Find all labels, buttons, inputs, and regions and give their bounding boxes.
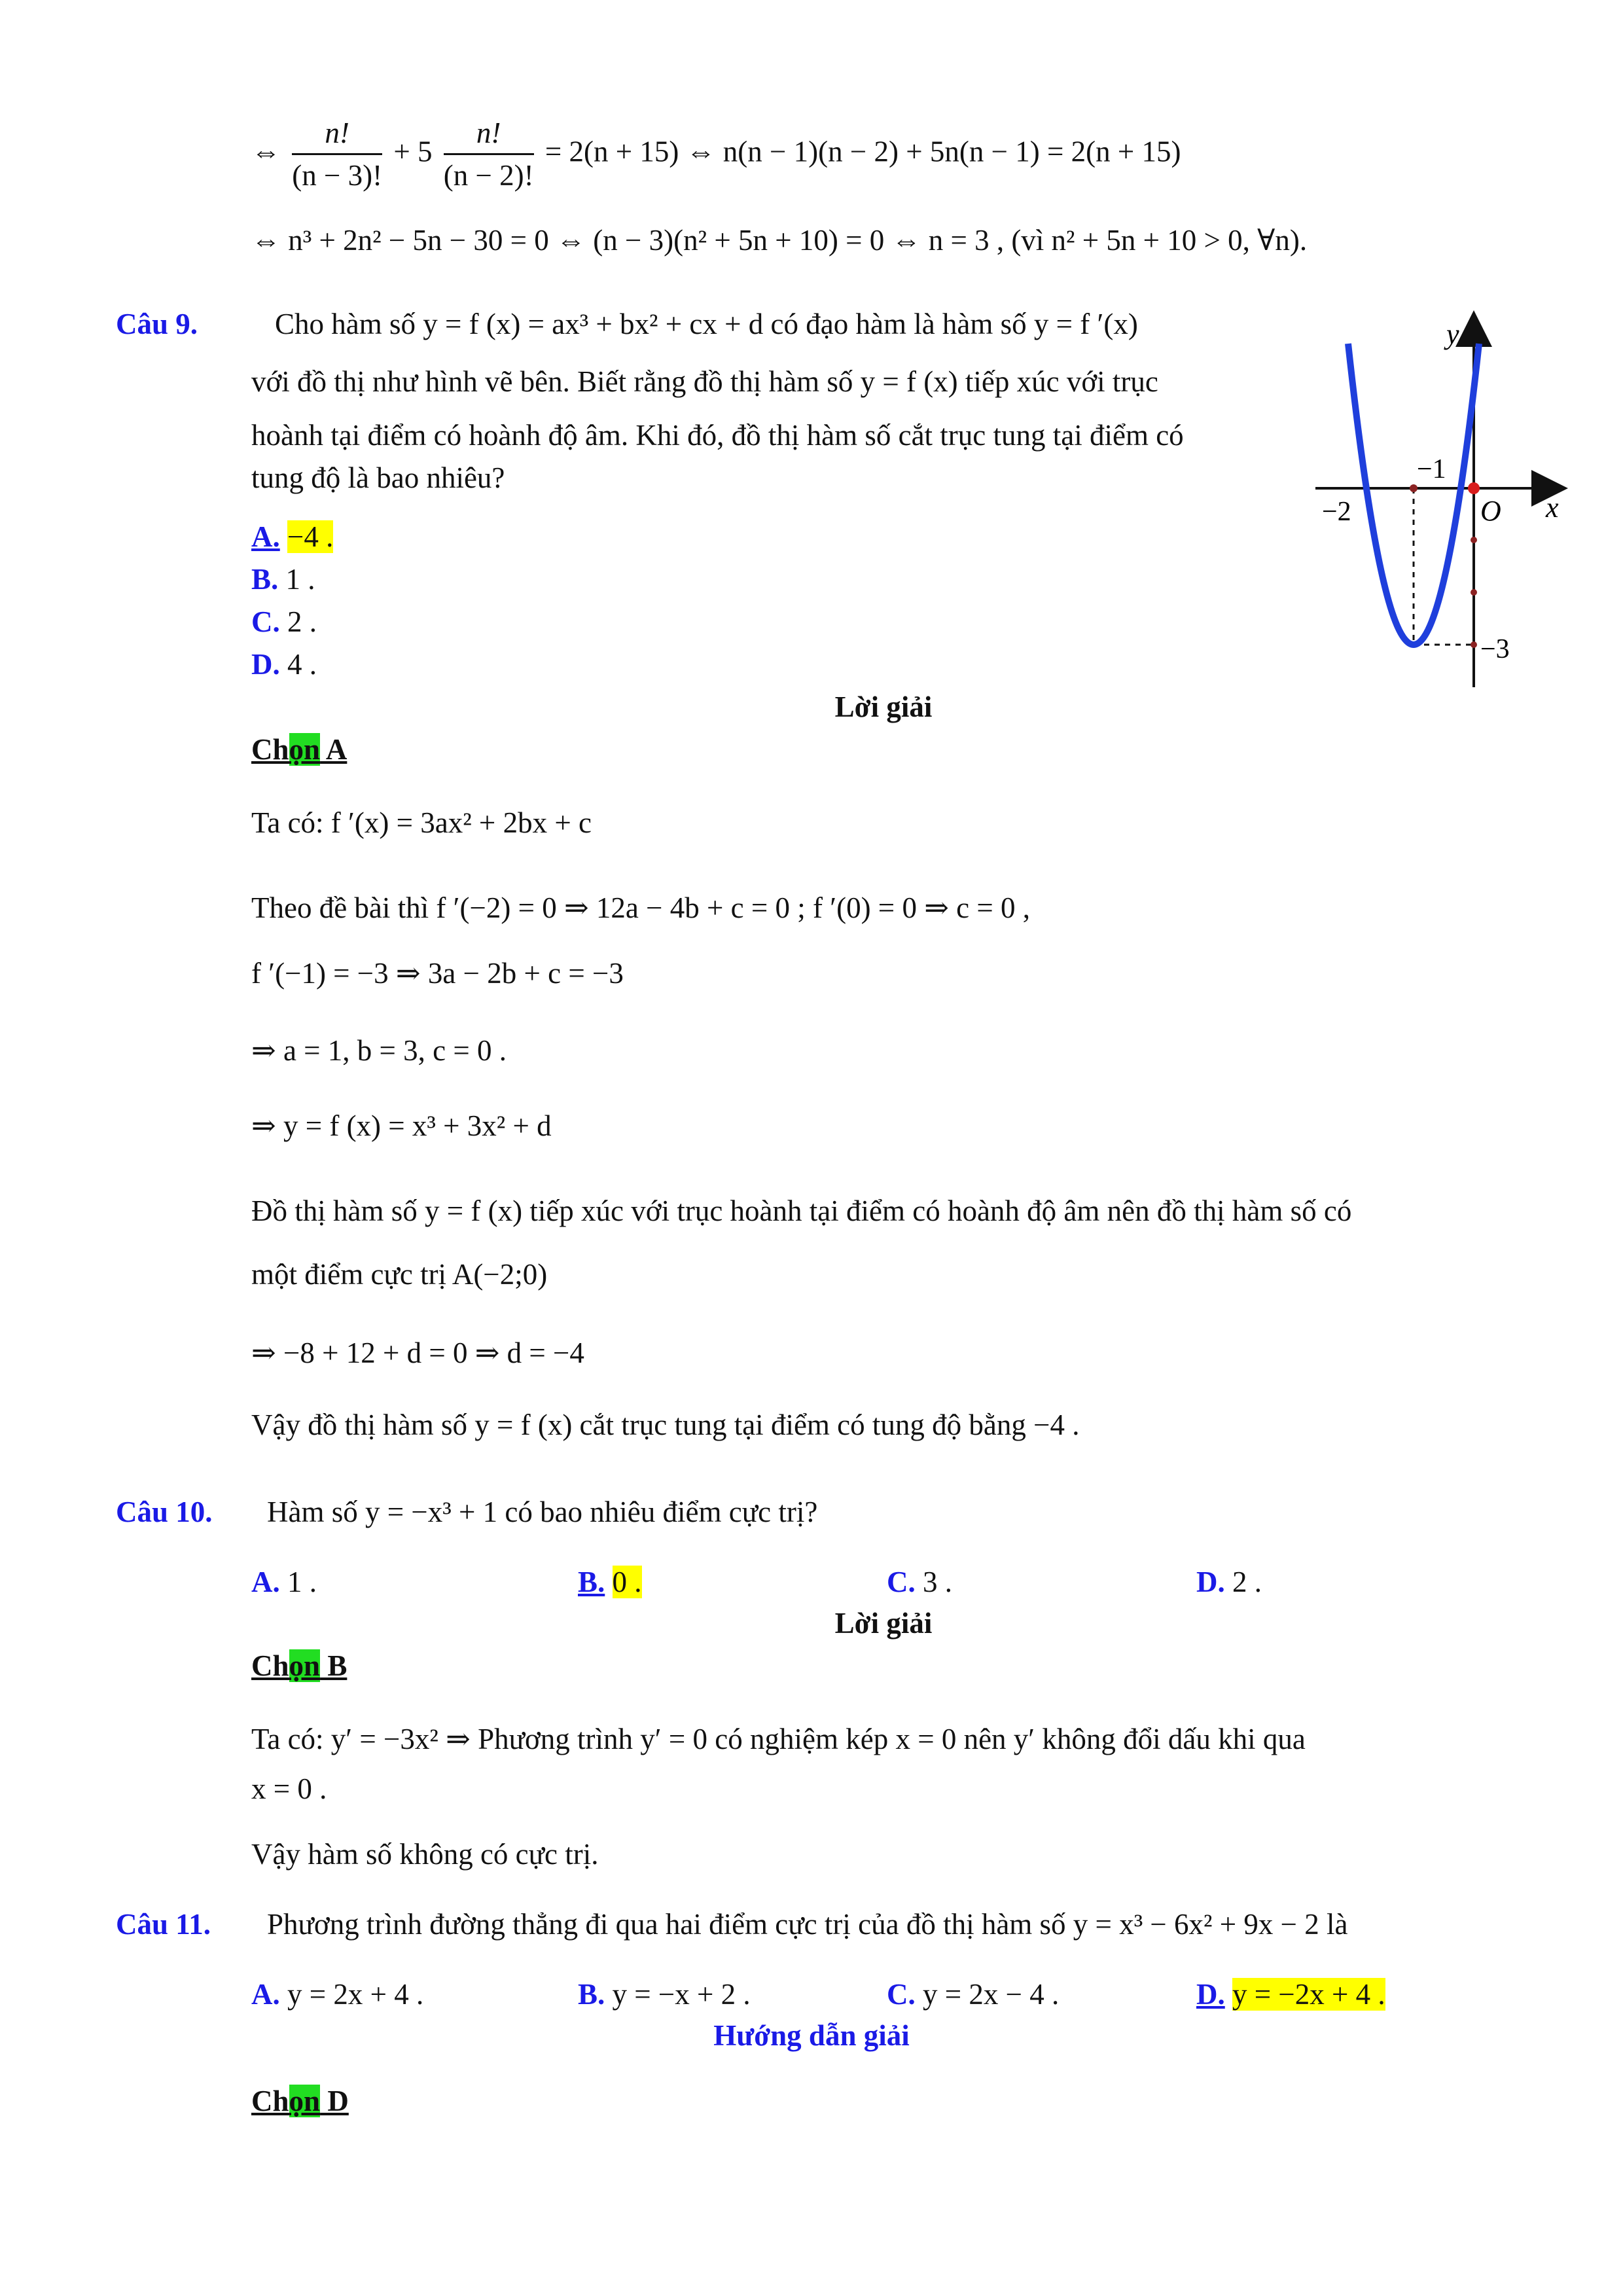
q9-step-5: ⇒ y = f (x) = x³ + 3x² + d [251,1109,552,1142]
fraction-1-denominator: (n − 3)! [292,158,383,192]
fraction-1 [292,117,382,193]
q9-text-line-4: tung độ là bao nhiêu? [251,461,505,494]
option-value: y = −x + 2 . [612,1978,751,2011]
label-neg1: −1 [1417,454,1446,484]
chosen-letter: B [320,1649,348,1682]
q11-option-b[interactable] [578,1978,751,2012]
chosen-highlight: ọn [289,2085,321,2117]
plus-five: + 5 [393,135,433,168]
option-letter: D. [1196,1978,1225,2011]
q9-option-d[interactable] [251,648,317,682]
q10-label: Câu 10. [116,1496,213,1528]
q9-option-b[interactable] [251,563,315,597]
option-value: 0 . [612,1566,642,1598]
origin-label: O [1480,495,1501,527]
q11-solution-title: Hướng dẫn giải [713,2019,910,2052]
option-letter: D. [251,648,280,681]
q10-chosen-answer [251,1649,347,1683]
tick-y-2 [1471,589,1477,596]
q10-option-d[interactable] [1196,1566,1262,1600]
q11-label: Câu 11. [116,1908,211,1941]
q10-step-1: Ta có: y′ = −3x² ⇒ Phương trình y′ = 0 có nghiệm kép x = 0 nên y′ không đổi dấu khi qua [251,1723,1306,1755]
q11-option-a[interactable] [251,1978,423,2012]
chosen-highlight: ọn [289,1649,321,1682]
tick-y-3 [1471,641,1477,648]
q10-option-b[interactable] [578,1566,642,1600]
chosen-letter: D [320,2085,349,2117]
x-axis-label: x [1546,492,1559,524]
q11-chosen-answer [251,2085,349,2119]
option-value: 4 . [287,648,317,681]
q9-text-line-3: hoành tại điểm có hoành độ âm. Khi đó, đồ thị hàm số cắt trục tung tại điểm có [251,419,1184,452]
y-axis-label: y [1446,318,1459,350]
q9-option-c[interactable] [251,605,317,639]
q9-step-1: Ta có: f ′(x) = 3ax² + 2bx + c [251,806,592,839]
q9-step-7: một điểm cực trị A(−2;0) [251,1258,548,1291]
chosen-letter: A [320,733,348,766]
equation-rest: = 2(n + 15) ⇔ n(n − 1)(n − 2) + 5n(n − 1) = 2(n + 15) [544,135,1181,168]
top-equation-line-1 [251,117,1181,193]
option-letter: B. [251,563,279,596]
option-letter: A. [251,520,280,553]
q9-solution-title: Lời giải [834,691,933,723]
q11-option-c[interactable] [887,1978,1059,2012]
q9-chosen-answer [251,733,347,767]
option-letter: A. [251,1978,280,2011]
q11-text: Phương trình đường thẳng đi qua hai điểm cực trị của đồ thị hàm số y = x³ − 6x² + 9x − 2 là [267,1908,1348,1941]
q9-step-8: ⇒ −8 + 12 + d = 0 ⇒ d = −4 [251,1336,584,1369]
option-letter: D. [1196,1566,1225,1598]
label-neg3: −3 [1480,634,1510,664]
option-value: 1 . [287,1566,317,1598]
fraction-2-denominator: (n − 2)! [443,158,534,192]
option-letter: A. [251,1566,280,1598]
q9-derivative-graph [1309,295,1571,694]
equiv-arrow: ⇔ [251,135,281,168]
option-letter: C. [887,1978,916,2011]
q9-step-3: f ′(−1) = −3 ⇒ 3a − 2b + c = −3 [251,957,624,990]
option-value: y = 2x + 4 . [287,1978,424,2011]
option-value: 1 . [285,563,315,596]
q10-text: Hàm số y = −x³ + 1 có bao nhiêu điểm cực trị? [267,1496,818,1528]
q9-step-2: Theo đề bài thì f ′(−2) = 0 ⇒ 12a − 4b + c = 0 ; f ′(0) = 0 ⇒ c = 0 , [251,891,1030,924]
option-letter: C. [251,605,280,638]
chosen-highlight: ọn [289,733,321,766]
q9-step-4: ⇒ a = 1, b = 3, c = 0 . [251,1034,507,1067]
fraction-2-numerator: n! [444,117,534,155]
option-letter: B. [578,1566,605,1598]
q9-step-9: Vậy đồ thị hàm số y = f (x) cắt trục tung tại điểm có tung độ bằng −4 . [251,1408,1080,1441]
option-letter: B. [578,1978,605,2011]
option-value: 3 . [923,1566,952,1598]
option-value: −4 . [287,520,334,553]
option-letter: C. [887,1566,916,1598]
q10-option-a[interactable] [251,1566,317,1600]
chosen-prefix: Ch [251,733,289,766]
q10-solution-title: Lời giải [834,1607,933,1640]
chosen-prefix: Ch [251,2085,289,2117]
point-neg1-zero [1410,484,1418,492]
q9-option-a[interactable] [251,520,333,554]
chosen-prefix: Ch [251,1649,289,1682]
tick-y-1 [1471,537,1477,543]
option-value: y = 2x − 4 . [923,1978,1060,2011]
option-value: y = −2x + 4 . [1232,1978,1385,2011]
q9-text-line-2: với đồ thị như hình vẽ bên. Biết rằng đồ thị hàm số y = f (x) tiếp xúc với trục [251,365,1158,398]
q11-option-d[interactable] [1196,1978,1385,2012]
option-value: 2 . [287,605,317,638]
q10-option-c[interactable] [887,1566,952,1600]
derivative-curve [1348,344,1479,645]
top-equation-line-2: ⇔ n³ + 2n² − 5n − 30 = 0 ⇔ (n − 3)(n² + 5n + 10) = 0 ⇔ n = 3 , (vì n² + 5n + 10 > 0, ∀n). [251,224,1308,257]
q9-step-6: Đồ thị hàm số y = f (x) tiếp xúc với trục hoành tại điểm có hoành độ âm nên đồ thị hàm số có [251,1194,1352,1227]
q10-step-2: x = 0 . [251,1772,327,1805]
origin-point [1468,482,1480,494]
label-neg2: −2 [1322,497,1351,527]
q9-text-line-1: Cho hàm số y = f (x) = ax³ + bx² + cx + d có đạo hàm là hàm số y = f ′(x) [275,308,1138,340]
option-value: 2 . [1232,1566,1262,1598]
q10-step-3: Vậy hàm số không có cực trị. [251,1838,599,1871]
fraction-1-numerator: n! [292,117,382,155]
q9-label: Câu 9. [116,308,198,340]
fraction-2 [444,117,534,193]
